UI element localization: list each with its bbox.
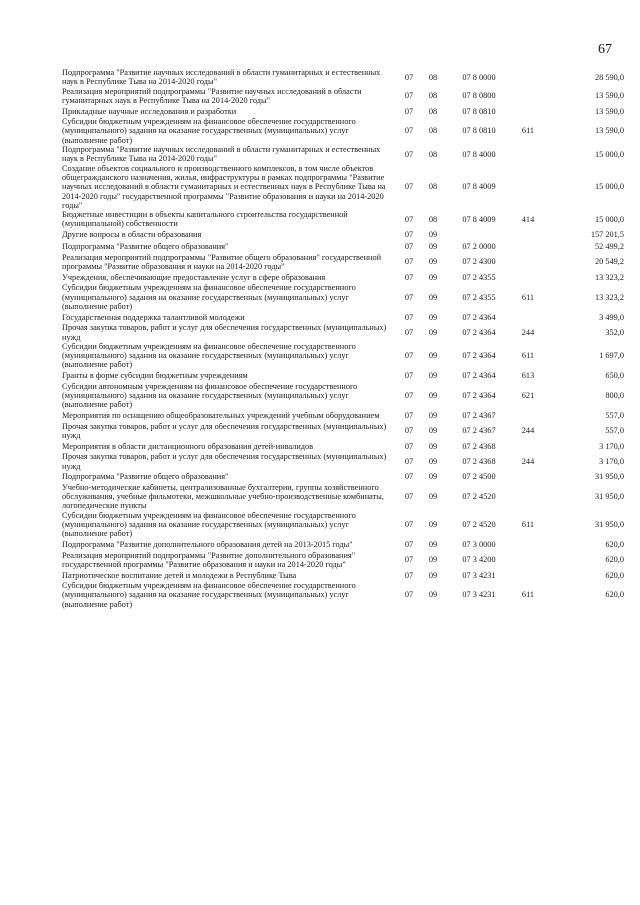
table-row <box>62 382 624 410</box>
table-row <box>62 370 624 382</box>
cell-rz: 07 <box>404 590 414 600</box>
cell-rz: 07 <box>404 272 414 282</box>
cell-sum: 15 000,0 <box>594 149 624 159</box>
cell-pr: 09 <box>428 312 438 322</box>
cell-sum: 15 000,0 <box>594 214 624 224</box>
cell-sum: 650,0 <box>605 371 624 381</box>
cell-name: Реализация мероприятий подпрограммы "Развитие научных исследований в области гуманитарных наук в Республике Тыва на 2014-2020 годы" <box>62 86 362 105</box>
table-row <box>62 440 624 452</box>
table-row <box>62 68 624 87</box>
cell-vr <box>512 105 544 117</box>
cell-vr <box>512 145 544 164</box>
cell-rz: 07 <box>404 312 414 322</box>
cell-pr: 09 <box>428 539 438 549</box>
cell-sum: 13 590,0 <box>594 91 624 101</box>
cell-sum: 13 590,0 <box>594 106 624 116</box>
cell-csr: 07 8 0810 <box>462 106 496 116</box>
cell-pr: 09 <box>428 391 438 401</box>
cell-sum: 620,0 <box>605 555 624 565</box>
cell-pr: 09 <box>428 410 438 420</box>
cell-vr: 621 <box>521 391 535 401</box>
cell-pr: 08 <box>428 214 438 224</box>
cell-rz: 07 <box>404 456 414 466</box>
cell-rz: 07 <box>404 555 414 565</box>
cell-rz: 07 <box>404 72 414 82</box>
cell-sum: 13 590,0 <box>594 126 624 136</box>
cell-pr: 09 <box>428 456 438 466</box>
cell-csr: 07 2 0000 <box>462 242 496 252</box>
cell-vr <box>512 271 544 283</box>
table-row <box>62 551 624 570</box>
table-row <box>62 145 624 164</box>
cell-sum: 352,0 <box>605 327 624 337</box>
cell-pr: 09 <box>428 242 438 252</box>
cell-name: Патриотическое воспитание детей и молодежи в Республике Тыва <box>62 570 297 580</box>
cell-rz: 07 <box>404 371 414 381</box>
table-row <box>62 241 624 253</box>
cell-vr <box>512 241 544 253</box>
cell-sum: 3 499,0 <box>599 312 624 322</box>
cell-name: Подпрограмма "Развитие научных исследований в области гуманитарных и естественных наук в Республике Тыва на 2014-2020 годы" <box>62 68 381 87</box>
cell-name: Реализация мероприятий подпрограммы "Развитие дополнительного образования" государственной программы "Развитие образования и науки на 2014-2020 годы" <box>62 550 356 569</box>
cell-csr: 07 3 4231 <box>462 590 496 600</box>
cell-vr: 613 <box>521 371 535 381</box>
table-row <box>62 210 624 229</box>
cell-rz: 07 <box>404 214 414 224</box>
cell-csr: 07 2 4367 <box>462 426 496 436</box>
cell-rz: 07 <box>404 391 414 401</box>
table-row <box>62 164 624 210</box>
cell-sum: 31 950,0 <box>594 519 624 529</box>
cell-sum: 3 170,0 <box>599 456 624 466</box>
cell-sum: 557,0 <box>605 410 624 420</box>
cell-sum: 20 549,2 <box>594 257 624 267</box>
table-row <box>62 323 624 342</box>
cell-pr: 09 <box>428 230 438 240</box>
cell-vr: 244 <box>521 456 535 466</box>
cell-csr: 07 2 4367 <box>462 410 496 420</box>
budget-table <box>62 68 624 609</box>
table-row <box>62 581 624 609</box>
cell-vr <box>512 569 544 581</box>
cell-pr: 08 <box>428 182 438 192</box>
cell-name: Прикладные научные исследования и разработки <box>62 106 237 116</box>
cell-csr: 07 2 4364 <box>462 391 496 401</box>
cell-sum: 557,0 <box>605 426 624 436</box>
cell-sum: 28 590,0 <box>594 72 624 82</box>
cell-pr: 09 <box>428 441 438 451</box>
table-row <box>62 483 624 511</box>
cell-vr <box>512 410 544 422</box>
cell-csr: 07 8 0000 <box>462 72 496 82</box>
cell-vr <box>512 164 544 210</box>
cell-csr: 07 2 4500 <box>462 472 496 482</box>
cell-vr <box>512 551 544 570</box>
cell-rz: 07 <box>404 230 414 240</box>
cell-vr <box>512 68 544 87</box>
cell-pr: 09 <box>428 492 438 502</box>
cell-name: Субсидии бюджетным учреждениям на финансовое обеспечение государственного (муниципального) задания на оказание государственных (муниципальных) услуг (выполнение работ) <box>62 117 356 145</box>
cell-vr: 244 <box>521 426 535 436</box>
table-row <box>62 452 624 471</box>
cell-pr: 09 <box>428 426 438 436</box>
cell-pr: 08 <box>428 106 438 116</box>
cell-sum: 31 950,0 <box>594 492 624 502</box>
table-row <box>62 271 624 283</box>
cell-name: Подпрограмма "Развитие общего образования" <box>62 472 229 482</box>
cell-name: Подпрограмма "Развитие научных исследований в области гуманитарных и естественных наук в Республике Тыва на 2014-2020 годы" <box>62 145 381 164</box>
cell-csr: 07 3 4231 <box>462 570 496 580</box>
cell-vr <box>512 539 544 551</box>
cell-sum: 620,0 <box>605 590 624 600</box>
cell-csr: 07 2 4520 <box>462 492 496 502</box>
cell-name: Другие вопросы в области образования <box>62 230 202 240</box>
cell-name: Подпрограмма "Развитие дополнительного образования детей на 2013-2015 годы" <box>62 539 353 549</box>
cell-csr: 07 2 4355 <box>462 272 496 282</box>
cell-vr <box>512 440 544 452</box>
cell-pr: 09 <box>428 472 438 482</box>
cell-csr <box>446 229 512 241</box>
table-row <box>62 283 624 311</box>
cell-sum: 52 499,2 <box>594 242 624 252</box>
table-row <box>62 105 624 117</box>
cell-rz: 07 <box>404 91 414 101</box>
cell-vr: 611 <box>521 351 535 361</box>
table-row <box>62 311 624 323</box>
table-row <box>62 87 624 106</box>
cell-rz: 07 <box>404 410 414 420</box>
cell-sum: 157 201,5 <box>590 230 624 240</box>
cell-sum: 3 170,0 <box>599 441 624 451</box>
cell-name: Субсидии бюджетным учреждениям на финансовое обеспечение государственного (муниципального) задания на оказание государственных (муниципальных) услуг (выполнение работ) <box>62 581 356 609</box>
cell-csr: 07 2 4364 <box>462 371 496 381</box>
cell-rz: 07 <box>404 570 414 580</box>
cell-rz: 07 <box>404 242 414 252</box>
cell-pr: 08 <box>428 126 438 136</box>
cell-csr: 07 2 4520 <box>462 519 496 529</box>
cell-csr: 07 2 4364 <box>462 351 496 361</box>
cell-name: Мероприятия по оснащению общеобразовательных учреждений учебным оборудованием <box>62 410 380 420</box>
cell-pr: 08 <box>428 91 438 101</box>
table-row <box>62 539 624 551</box>
cell-rz: 07 <box>404 257 414 267</box>
cell-rz: 07 <box>404 292 414 302</box>
cell-name: Учреждения, обеспечивающие предоставление услуг в сфере образования <box>62 272 326 282</box>
cell-csr: 07 8 4000 <box>462 149 496 159</box>
cell-pr: 09 <box>428 519 438 529</box>
cell-pr: 09 <box>428 351 438 361</box>
cell-name: Бюджетные инвестиции в объекты капитального строительства государственной (муниципальной) собственности <box>62 210 348 229</box>
cell-name: Прочая закупка товаров, работ и услуг для обеспечения государственных (муниципальных) нужд <box>62 452 387 471</box>
cell-rz: 07 <box>404 492 414 502</box>
cell-name: Субсидии бюджетным учреждениям на финансовое обеспечение государственного (муниципального) задания на оказание государственных (муниципальных) услуг (выполнение работ) <box>62 341 356 370</box>
cell-pr: 09 <box>428 327 438 337</box>
cell-rz: 07 <box>404 441 414 451</box>
cell-name: Подпрограмма "Развитие общего образования" <box>62 242 229 252</box>
cell-sum: 13 323,2 <box>594 292 624 302</box>
cell-rz: 07 <box>404 539 414 549</box>
cell-pr: 08 <box>428 149 438 159</box>
page-number: 67 <box>598 42 612 57</box>
cell-pr: 08 <box>428 72 438 82</box>
cell-pr: 09 <box>428 555 438 565</box>
cell-csr: 07 2 4368 <box>462 441 496 451</box>
cell-vr: 611 <box>521 126 535 136</box>
cell-vr: 611 <box>521 292 535 302</box>
cell-name: Создание объектов социального и производственного комплексов, в том числе объектов общегражданского назначения, жилья, инфраструктуры в рамках подпрограммы "Развитие научных исследований в области гуманитарных и естественных наук в Республике Тыва на 2014-2020 годы" государственной программы "Развитие образования и науки на 2014-2020 годы" <box>62 163 386 210</box>
cell-name: Реализация мероприятий подпрограммы "Развитие общего образования" государственной программы "Развитие образования и науки на 2014-2020 годы" <box>62 252 382 272</box>
cell-name: Субсидии бюджетным учреждениям на финансовое обеспечение государственного (муниципального) задания на оказание государственных (муниципальных) услуг (выполнение работ) <box>62 283 356 311</box>
cell-rz: 07 <box>404 327 414 337</box>
table-row <box>62 253 624 272</box>
cell-rz: 07 <box>404 126 414 136</box>
cell-sum: 620,0 <box>605 539 624 549</box>
cell-vr: 611 <box>521 590 535 600</box>
cell-csr: 07 8 0810 <box>462 126 496 136</box>
cell-pr: 09 <box>428 292 438 302</box>
cell-name: Субсидии бюджетным учреждениям на финансовое обеспечение государственного (муниципального) задания на оказание государственных (муниципальных) услуг (выполнение работ) <box>62 510 356 539</box>
budget-table-body <box>62 68 624 609</box>
cell-csr: 07 2 4355 <box>462 292 496 302</box>
cell-pr: 09 <box>428 272 438 282</box>
cell-vr: 414 <box>521 214 535 224</box>
cell-csr: 07 2 4364 <box>462 327 496 337</box>
cell-sum: 31 950,0 <box>594 472 624 482</box>
cell-rz: 07 <box>404 351 414 361</box>
cell-csr: 07 8 0800 <box>462 91 496 101</box>
cell-csr: 07 8 4009 <box>462 214 496 224</box>
cell-sum: 620,0 <box>605 570 624 580</box>
cell-name: Прочая закупка товаров, работ и услуг для обеспечения государственных (муниципальных) нужд <box>62 421 387 440</box>
cell-rz: 07 <box>404 182 414 192</box>
table-row <box>62 117 624 145</box>
table-row <box>62 342 624 370</box>
cell-pr: 09 <box>428 570 438 580</box>
cell-rz: 07 <box>404 472 414 482</box>
cell-sum: 1 697,0 <box>599 351 624 361</box>
table-row <box>62 511 624 539</box>
cell-csr: 07 8 4009 <box>462 182 496 192</box>
cell-name: Гранты в форме субсидии бюджетным учреждениям <box>62 371 248 381</box>
cell-vr <box>512 471 544 483</box>
cell-rz: 07 <box>404 519 414 529</box>
cell-vr <box>512 253 544 272</box>
table-row <box>62 229 624 241</box>
cell-csr: 07 3 4200 <box>462 555 496 565</box>
table-row <box>62 569 624 581</box>
cell-csr: 07 2 4368 <box>462 456 496 466</box>
cell-vr <box>512 311 544 323</box>
cell-vr <box>512 229 544 241</box>
cell-csr: 07 2 4300 <box>462 257 496 267</box>
cell-name: Мероприятия в области дистанционного образования детей-инвалидов <box>62 441 314 451</box>
cell-sum: 15 000,0 <box>594 182 624 192</box>
table-row <box>62 410 624 422</box>
cell-sum: 13 323,2 <box>594 272 624 282</box>
cell-name: Субсидии автономным учреждениям на финансовое обеспечение государственного (муниципального) задания на оказание государственных (муниципальных) услуг (выполнение работ) <box>62 381 358 410</box>
cell-rz: 07 <box>404 149 414 159</box>
cell-csr: 07 2 4364 <box>462 312 496 322</box>
cell-name: Прочая закупка товаров, работ и услуг для обеспечения государственных (муниципальных) нужд <box>62 323 387 342</box>
table-row <box>62 422 624 441</box>
cell-vr <box>512 87 544 106</box>
table-row <box>62 471 624 483</box>
cell-pr: 09 <box>428 371 438 381</box>
cell-vr: 244 <box>521 327 535 337</box>
cell-name: Учебно-методические кабинеты, централизованные бухгалтерии, группы хозяйственного обслуживания, учебные фильмотеки, межшкольные учебно-производственные комбинаты, логопедические пункты <box>62 482 384 511</box>
cell-vr: 611 <box>521 519 535 529</box>
cell-name: Государственная поддержка талантливой молодежи <box>62 312 245 322</box>
cell-sum: 800,0 <box>605 391 624 401</box>
cell-pr: 09 <box>428 257 438 267</box>
cell-csr: 07 3 0000 <box>462 539 496 549</box>
cell-vr <box>512 483 544 511</box>
cell-pr: 09 <box>428 590 438 600</box>
cell-rz: 07 <box>404 426 414 436</box>
cell-rz: 07 <box>404 106 414 116</box>
